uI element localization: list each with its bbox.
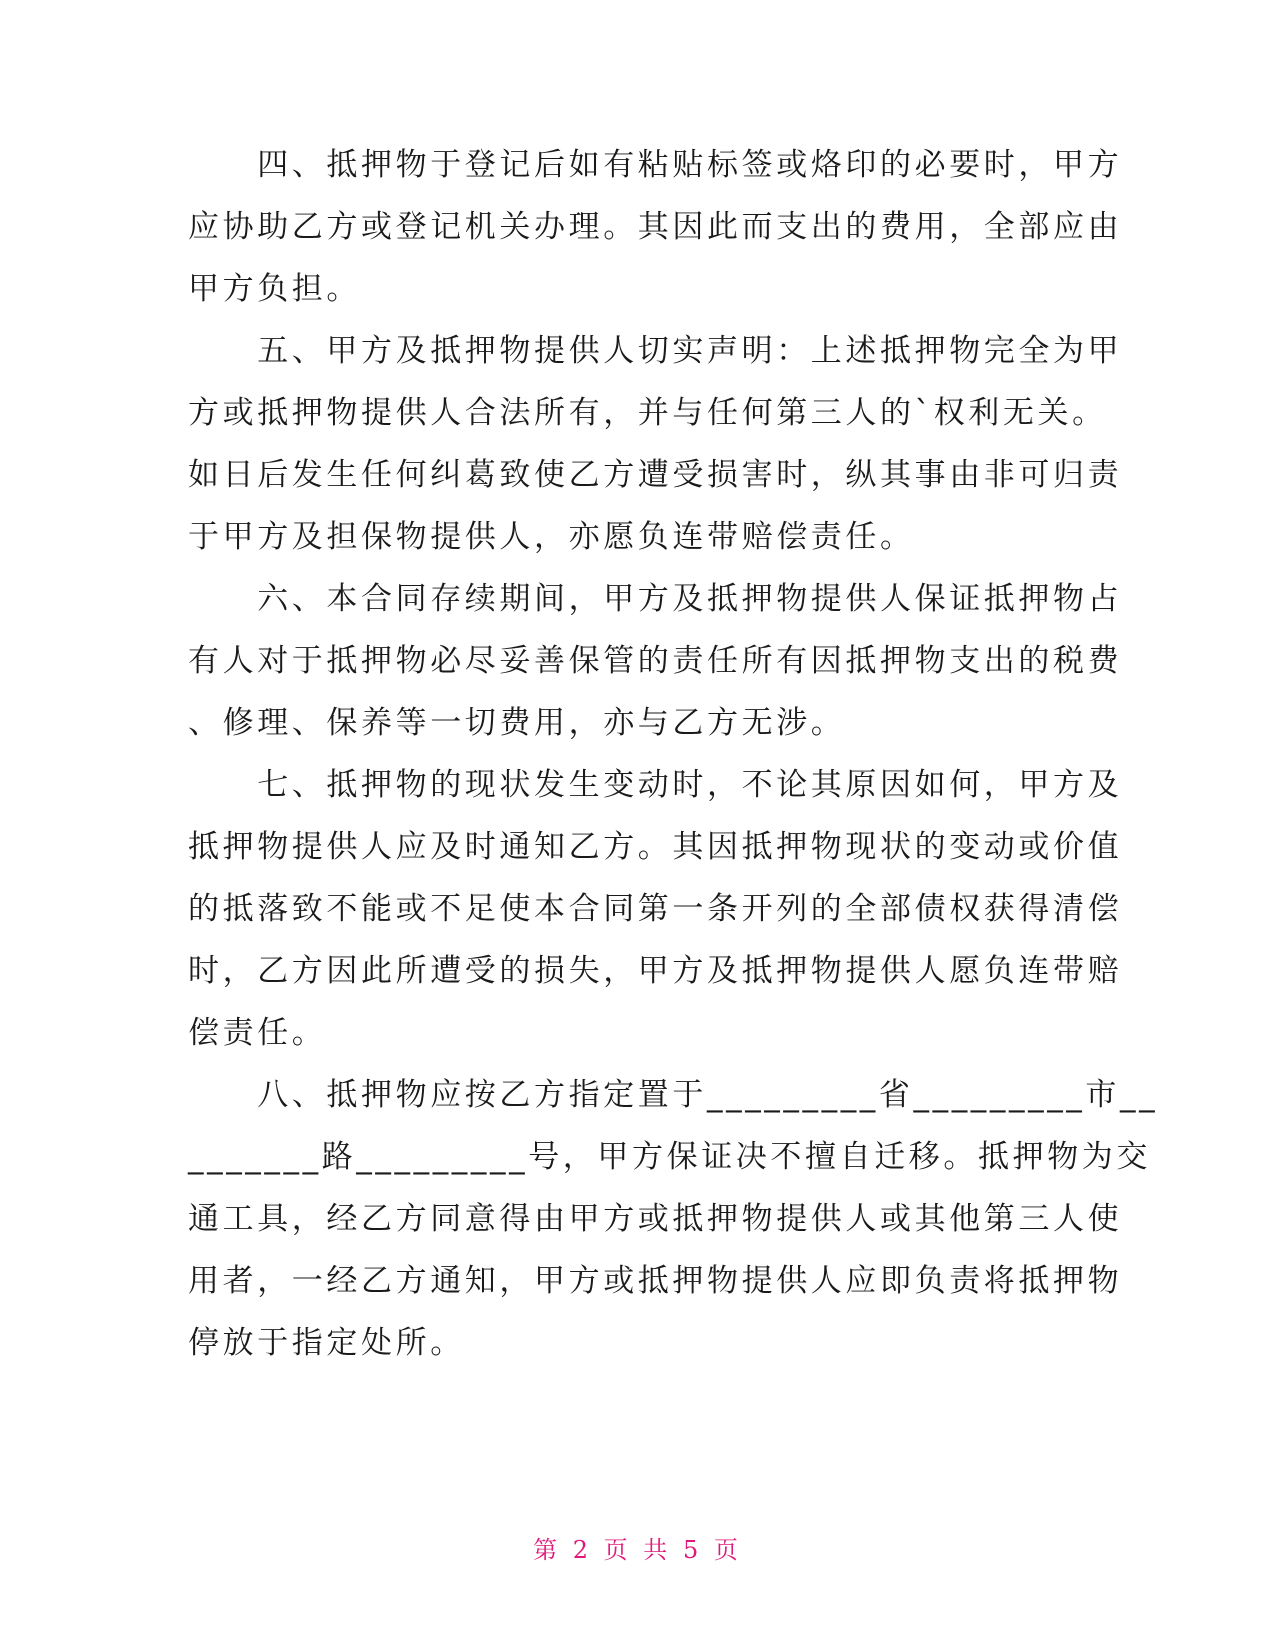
text-line: 五、甲方及抵押物提供人切实声明：上述抵押物完全为甲: [188, 333, 1123, 369]
text-line: 七、抵押物的现状发生变动时，不论其原因如何，甲方及: [188, 767, 1123, 803]
text-line: 八、抵押物应按乙方指定置于_________省_________市__: [188, 1077, 1159, 1113]
text-line: 抵押物提供人应及时通知乙方。其因抵押物现状的变动或价值: [188, 829, 1123, 865]
text-line: 偿责任。: [188, 1015, 327, 1051]
text-line: 应协助乙方或登记机关办理。其因此而支出的费用，全部应由: [188, 209, 1123, 245]
text-line: 停放于指定处所。: [188, 1325, 465, 1361]
text-line: 如日后发生任何纠葛致使乙方遭受损害时，纵其事由非可归责: [188, 457, 1123, 493]
text-line: 用者，一经乙方通知，甲方或抵押物提供人应即负责将抵押物: [188, 1263, 1123, 1299]
text-line: 于甲方及担保物提供人，亦愿负连带赔偿责任。: [188, 519, 915, 555]
text-line: 六、本合同存续期间，甲方及抵押物提供人保证抵押物占: [188, 581, 1123, 617]
text-line: 四、抵押物于登记后如有粘贴标签或烙印的必要时，甲方: [188, 147, 1123, 183]
text-line: 方或抵押物提供人合法所有，并与任何第三人的`权利无关。: [188, 395, 1107, 431]
text-line: 甲方负担。: [188, 271, 361, 307]
text-line: 有人对于抵押物必尽妥善保管的责任所有因抵押物支出的税费: [188, 643, 1123, 679]
page-number-footer: 第 2 页 共 5 页: [533, 1536, 742, 1564]
text-line: 时，乙方因此所遭受的损失，甲方及抵押物提供人愿负连带赔: [188, 953, 1123, 989]
text-line: 通工具，经乙方同意得由甲方或抵押物提供人或其他第三人使: [188, 1201, 1123, 1237]
text-line: _______路_________号，甲方保证决不擅自迁移。抵押物为交: [188, 1139, 1151, 1175]
text-line: 的抵落致不能或不足使本合同第一条开列的全部债权获得清偿: [188, 891, 1123, 927]
text-line: 、修理、保养等一切费用，亦与乙方无涉。: [188, 705, 846, 741]
